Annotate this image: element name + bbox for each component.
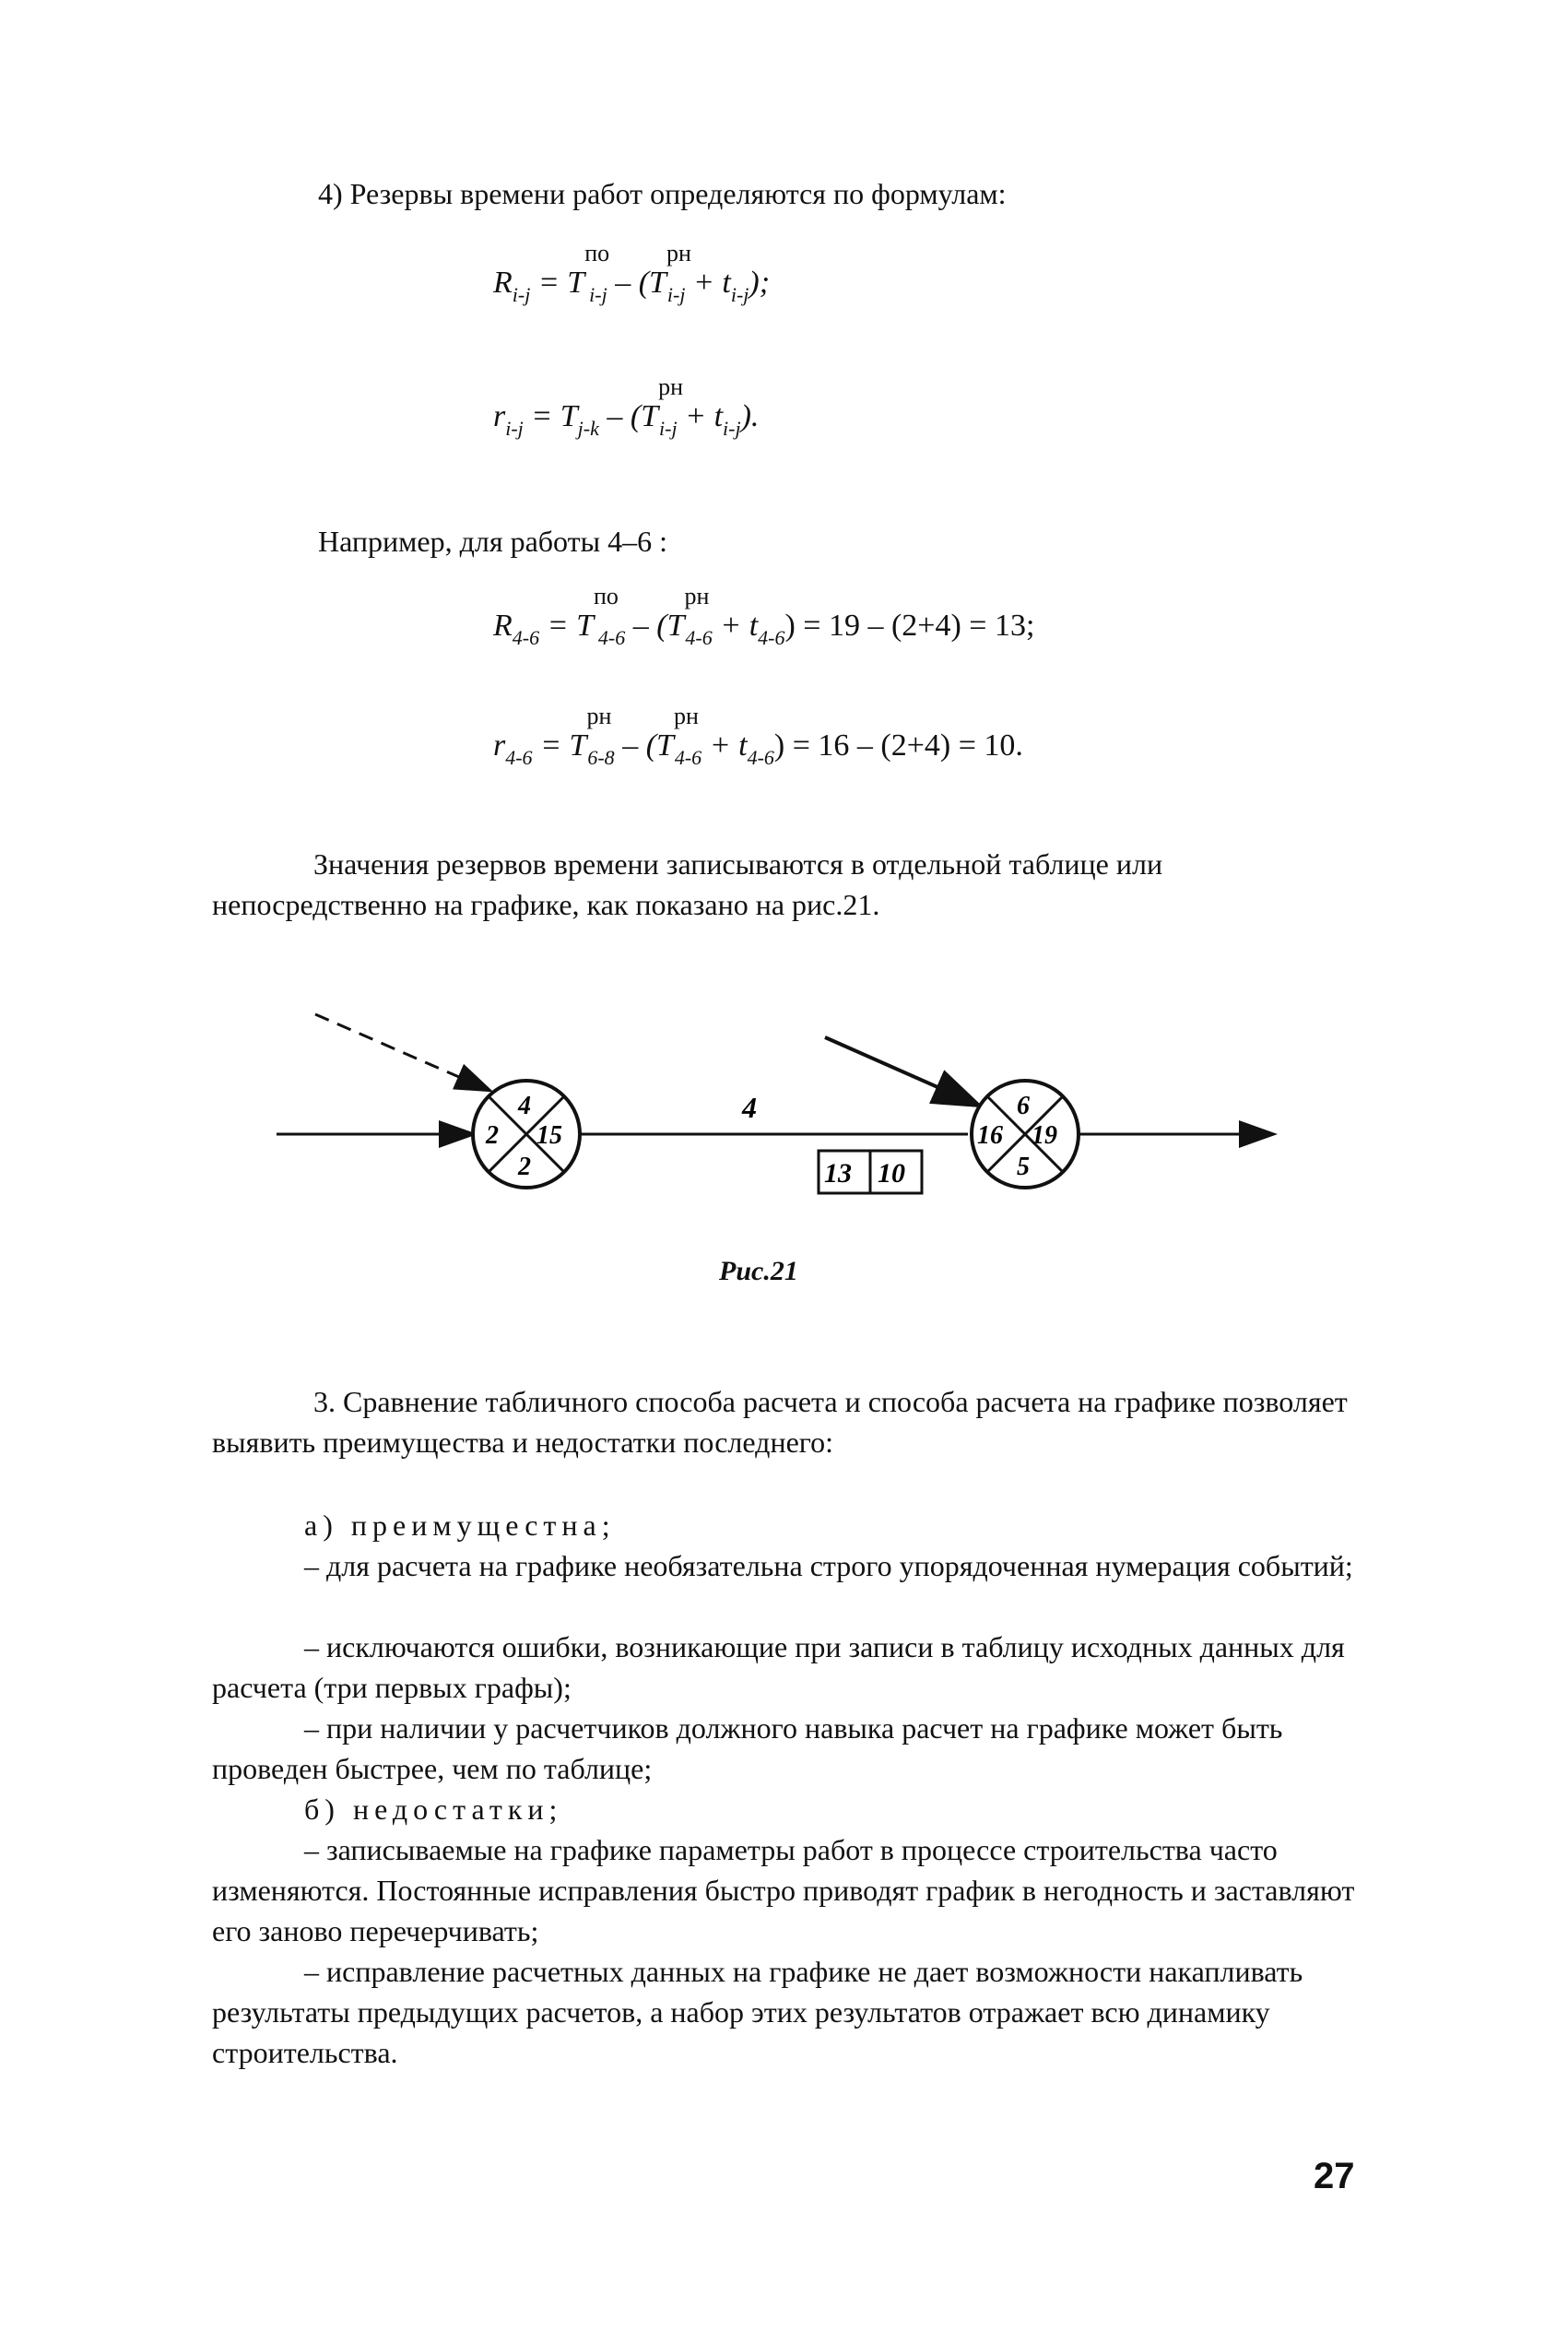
node1-right: 15 [536, 1121, 562, 1150]
formula-operator: + [685, 399, 707, 433]
formula-subscript: i-j [730, 283, 749, 306]
formula-symbol: T [656, 728, 674, 763]
advantage-item: – для расчета на графике необязательна строго упорядоченная нумерация событий; [304, 1549, 1353, 1582]
formula-symbol: t [738, 728, 748, 763]
reserves-paragraph: Значения резервов времени записываются в отдельной таблице или непосредственно на графике, как показано на рис.21. [212, 847, 1163, 921]
node2-top: 6 [1017, 1092, 1030, 1120]
formula-superscript: рн [684, 583, 710, 609]
formula-operator: + [720, 609, 742, 643]
formula-operator: – [622, 728, 639, 763]
formula-subscript: i-j [505, 417, 524, 440]
formula-subscript: 4-6 [747, 746, 774, 769]
reserve-full: 13 [824, 1158, 852, 1189]
formula-subscript: 4-6 [758, 626, 785, 649]
advantage-item: – исключаются ошибки, возникающие при записи в таблицу исходных данных для расчета (три первых графы); [212, 1630, 1345, 1704]
formula-symbol: t [713, 399, 724, 433]
section-3-paragraph: 3. Сравнение табличного способа расчета и способа расчета на графике позволяет выявить преимущества и недостатки последнего: [212, 1385, 1348, 1459]
page-number: 27 [1314, 2156, 1355, 2196]
example-intro: Например, для работы 4–6 : [318, 525, 667, 558]
example-R [493, 583, 1035, 649]
disadvantages-heading: б) недостатки; [304, 1793, 563, 1826]
network-diagram [267, 996, 1309, 1236]
edge-duration: 4 [742, 1091, 757, 1124]
formula-subscript: j-k [577, 417, 599, 440]
formula-symbol: r [493, 399, 506, 433]
formula-symbol: R [493, 609, 513, 643]
formula-superscript: рн [666, 240, 691, 266]
incoming-arrow-2 [825, 1037, 977, 1105]
advantages-heading: а) преимущестна; [304, 1509, 616, 1542]
formula-subscript: i-j [512, 283, 531, 306]
formula-result: ) = 19 – (2+4) = 13; [784, 609, 1035, 643]
formula-subscript: 4-6 [505, 746, 533, 769]
advantage-item: – при наличии у расчетчиков должного навыка расчет на графике может быть проведен быстрее, чем по таблице; [212, 1711, 1283, 1785]
formula-symbol: T [567, 266, 585, 300]
formula-superscript: по [593, 583, 619, 609]
figure-caption: Рис.21 [719, 1256, 798, 1286]
formula-operator: = [537, 266, 560, 300]
formula-operator: – [615, 266, 631, 300]
formula-subscript: i-j [589, 283, 607, 306]
formula-symbol: R [493, 266, 513, 300]
formula-operator: – [607, 399, 623, 433]
formula-superscript: по [584, 240, 610, 266]
formula-subscript: i-j [659, 417, 678, 440]
dashed-arrow [315, 1014, 489, 1090]
node1-top: 4 [518, 1092, 531, 1120]
intro-line: 4) Резервы времени работ определяются по формулам: [318, 177, 1007, 210]
formula-paren: ); [749, 266, 771, 300]
formula-symbol: T [666, 609, 685, 643]
disadvantage-item: – исправление расчетных данных на графике не дает возможности накапливать результаты предыдущих расчетов, а набор этих результатов отражает всю динамику строительства. [212, 1955, 1303, 2069]
formula-paren: ( [638, 266, 650, 300]
formula-R [493, 240, 771, 306]
formula-subscript: 4-6 [597, 626, 626, 649]
event-node-1 [473, 1081, 580, 1188]
formula-paren: ( [645, 728, 657, 763]
formula-operator: + [709, 728, 731, 763]
formula-symbol: T [560, 399, 578, 433]
formula-symbol: r [493, 728, 506, 763]
node2-right: 19 [1032, 1121, 1057, 1150]
formula-subscript: 4-6 [674, 746, 702, 769]
formula-subscript: i-j [666, 283, 686, 306]
formula-operator: – [632, 609, 649, 643]
node1-left: 2 [486, 1121, 499, 1150]
formula-operator: = [547, 609, 569, 643]
reserve-table [819, 1151, 922, 1193]
formula-operator: + [692, 266, 714, 300]
formula-paren: ). [740, 399, 760, 433]
formula-operator: = [540, 728, 562, 763]
formula-symbol: t [749, 609, 759, 643]
node1-bottom: 2 [518, 1153, 531, 1181]
formula-r [493, 373, 760, 440]
formula-subscript: 4-6 [685, 626, 713, 649]
formula-symbol: T [569, 728, 587, 763]
formula-subscript: 6-8 [587, 746, 615, 769]
formula-symbol: T [641, 399, 659, 433]
formula-superscript: рн [673, 703, 699, 729]
disadvantage-item: – записываемые на графике параметры работ в процессе строительства часто изменяются. Постоянные исправления быстро приводят график в негодность и заставляют его заново перечерчивать; [212, 1833, 1355, 1947]
formula-superscript: рн [586, 703, 612, 729]
formula-superscript: рн [658, 373, 684, 400]
event-node-2 [972, 1081, 1079, 1188]
formula-operator: = [531, 399, 553, 433]
formula-result: ) = 16 – (2+4) = 10. [773, 728, 1023, 763]
formula-subscript: 4-6 [512, 626, 540, 649]
formula-paren: ( [630, 399, 642, 433]
formula-symbol: T [576, 609, 594, 643]
reserve-free: 10 [878, 1158, 905, 1189]
formula-subscript: i-j [723, 417, 741, 440]
node2-bottom: 5 [1017, 1153, 1030, 1181]
formula-symbol: T [649, 266, 666, 300]
node2-left: 16 [977, 1121, 1003, 1150]
formula-paren: ( [656, 609, 667, 643]
example-r [493, 703, 1023, 769]
formula-symbol: t [722, 266, 731, 300]
